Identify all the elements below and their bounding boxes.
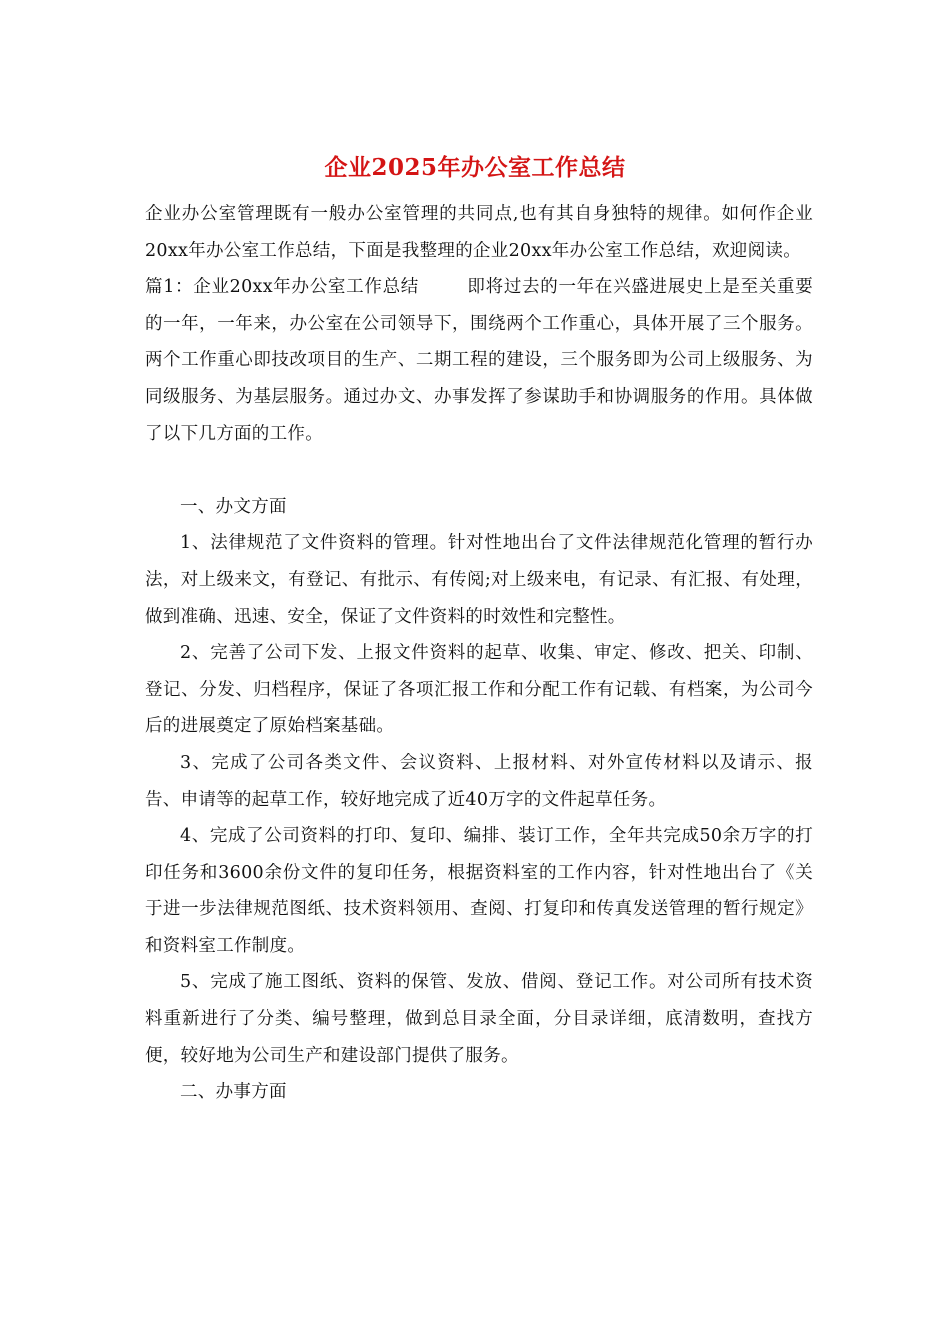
list-item: 2、完善了公司下发、上报文件资料的起草、收集、审定、修改、把关、印制、登记、分发、归档程序，保证了各项汇报工作和分配工作有记载、有档案，为公司今后的进展奠定了原始档案基础。 [145,643,813,737]
section-heading-2: 二、办事方面 [180,1082,287,1103]
article-label: 篇1：企业20xx年办公室工作总结 [145,277,419,298]
section-heading-1: 一、办文方面 [180,496,287,517]
intro-paragraph: 企业办公室管理既有一般办公室管理的共同点,也有其自身独特的规律。如何作企业20xx年办公室工作总结，下面是我整理的企业20xx年办公室工作总结，欢迎阅读。 [145,204,813,261]
document-title: 企业2025年办公室工作总结 [324,154,626,181]
list-item: 3、完成了公司各类文件、会议资料、上报材料、对外宣传材料以及请示、报告、申请等的起草工作，较好地完成了近40万字的文件起草任务。 [145,752,813,810]
article-paragraph [145,269,813,452]
list-item: 4、完成了公司资料的打印、复印、编排、装订工作，全年共完成50余万字的打印任务和3600余份文件的复印任务，根据资料室的工作内容，针对性地出台了《关于进一步法律规范图纸、技术资料领用、查阅、打复印和传真发送管理的暂行规定》和资料室工作制度。 [145,826,813,956]
list-item: 5、完成了施工图纸、资料的保管、发放、借阅、登记工作。对公司所有技术资料重新进行了分类、编号整理，做到总目录全面，分目录详细，底清数明，查找方便，较好地为公司生产和建设部门提供了服务。 [145,972,813,1066]
article-opening: 即将过去的一年在兴盛进展史上是至关重要的一年，一年来，办公室在公司领导下，围绕两个工作重心，具体开展了三个服务。两个工作重心即技改项目的生产、二期工程的建设，三个服务即为公司上级服务、为同级服务、为基层服务。通过办文、办事发挥了参谋助手和协调服务的作用。具体做了以下几方面的工作。 [145,277,813,444]
blank-line [145,452,813,489]
document-body [145,196,813,1111]
list-item: 1、法律规范了文件资料的管理。针对性地出台了文件法律规范化管理的暂行办法，对上级来文，有登记、有批示、有传阅;对上级来电，有记录、有汇报、有处理，做到准确、迅速、安全，保证了文件资料的时效性和完整性。 [145,533,813,627]
